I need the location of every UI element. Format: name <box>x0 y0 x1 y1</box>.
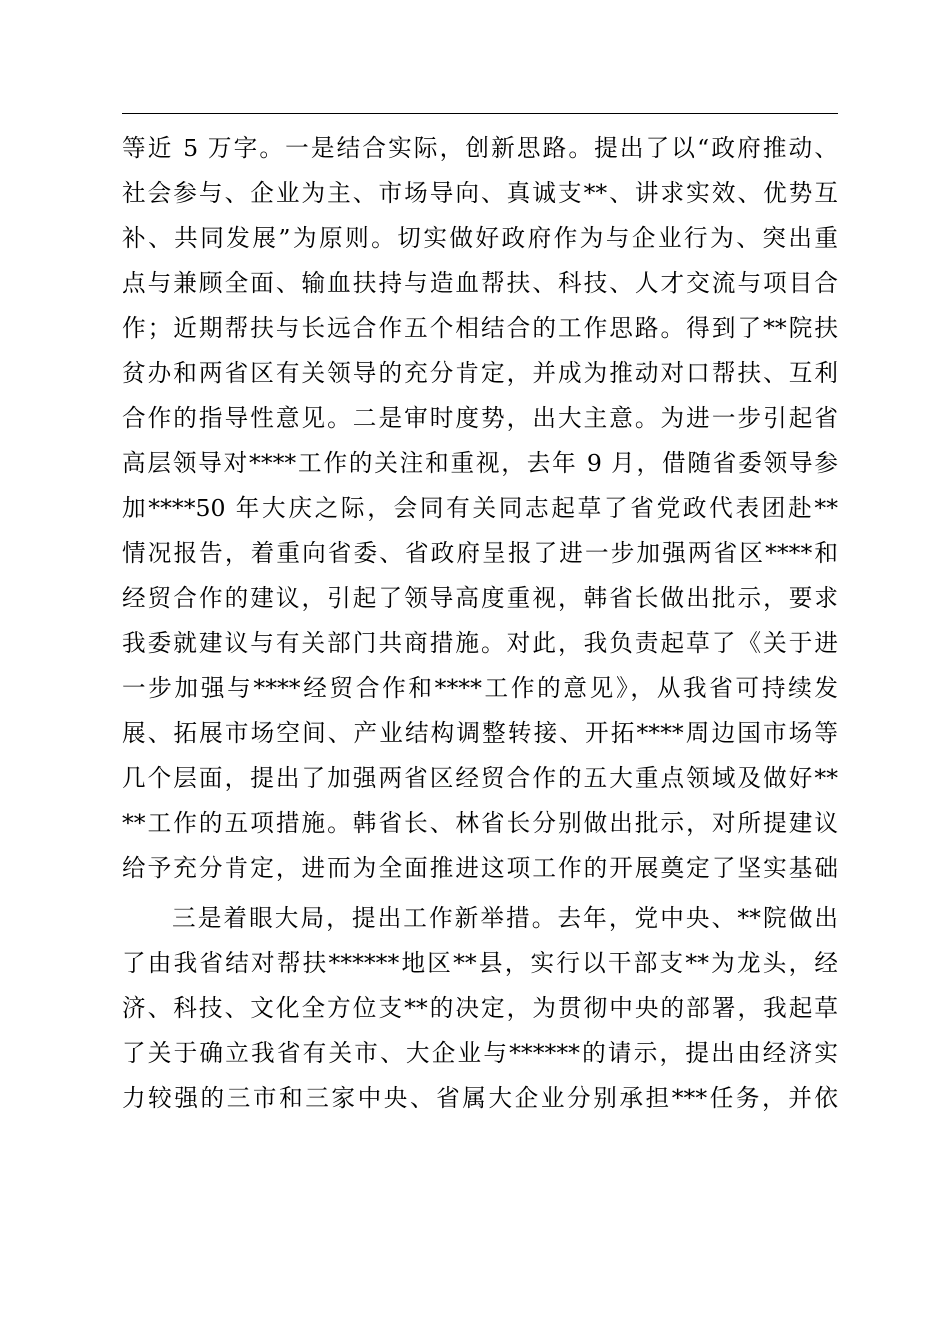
text-line: 情况报告，着重向省委、省政府呈报了进一步加强两省区****和 <box>122 539 838 567</box>
text-line: 高层领导对****工作的关注和重视，去年 9 月，借随省委领导参 <box>122 449 838 477</box>
text-line: 几个层面，提出了加强两省区经贸合作的五大重点领域及做好** <box>122 764 838 792</box>
text-line: **工作的五项措施。韩省长、林省长分别做出批示，对所提建议 <box>122 809 838 837</box>
text-line: 力较强的三市和三家中央、省属大企业分别承担***任务，并依 <box>122 1084 838 1112</box>
text-line: 我委就建议与有关部门共商措施。对此，我负责起草了《关于进 <box>122 629 838 657</box>
text-line: 济、科技、文化全方位支**的决定，为贯彻中央的部署，我起草 <box>122 994 838 1022</box>
text-line: 社会参与、企业为主、市场导向、真诚支**、讲求实效、优势互 <box>122 179 838 207</box>
text-line: 一步加强与****经贸合作和****工作的意见》，从我省可持续发 <box>122 674 838 702</box>
text-line: 给予充分肯定，进而为全面推进这项工作的开展奠定了坚实基础 <box>122 854 838 882</box>
text-line: 了关于确立我省有关市、大企业与******的请示，提出由经济实 <box>122 1039 838 1067</box>
paragraph-1 <box>122 126 838 891</box>
text-line: 了由我省结对帮扶******地区**县，实行以干部支**为龙头，经 <box>122 949 838 977</box>
text-line: 贫办和两省区有关领导的充分肯定，并成为推动对口帮扶、互利 <box>122 359 838 387</box>
paragraph-2 <box>122 896 838 1121</box>
text-line: 合作的指导性意见。二是审时度势，出大主意。为进一步引起省 <box>122 404 838 432</box>
text-line: 加****50 年大庆之际，会同有关同志起草了省党政代表团赴** <box>122 494 838 522</box>
text-line: 三是着眼大局，提出工作新举措。去年，党中央、**院做出 <box>172 904 838 932</box>
text-line: 等近 5 万字。一是结合实际，创新思路。提出了以“政府推动、 <box>122 134 838 162</box>
text-line: 点与兼顾全面、输血扶持与造血帮扶、科技、人才交流与项目合 <box>122 269 838 297</box>
text-line: 作；近期帮扶与长远合作五个相结合的工作思路。得到了**院扶 <box>122 314 838 342</box>
header-rule <box>122 113 838 114</box>
text-line: 经贸合作的建议，引起了领导高度重视，韩省长做出批示，要求 <box>122 584 838 612</box>
text-line: 展、拓展市场空间、产业结构调整转接、开拓****周边国市场等 <box>122 719 838 747</box>
body-text <box>122 126 838 1121</box>
text-line: 补、共同发展”为原则。切实做好政府作为与企业行为、突出重 <box>122 224 838 252</box>
